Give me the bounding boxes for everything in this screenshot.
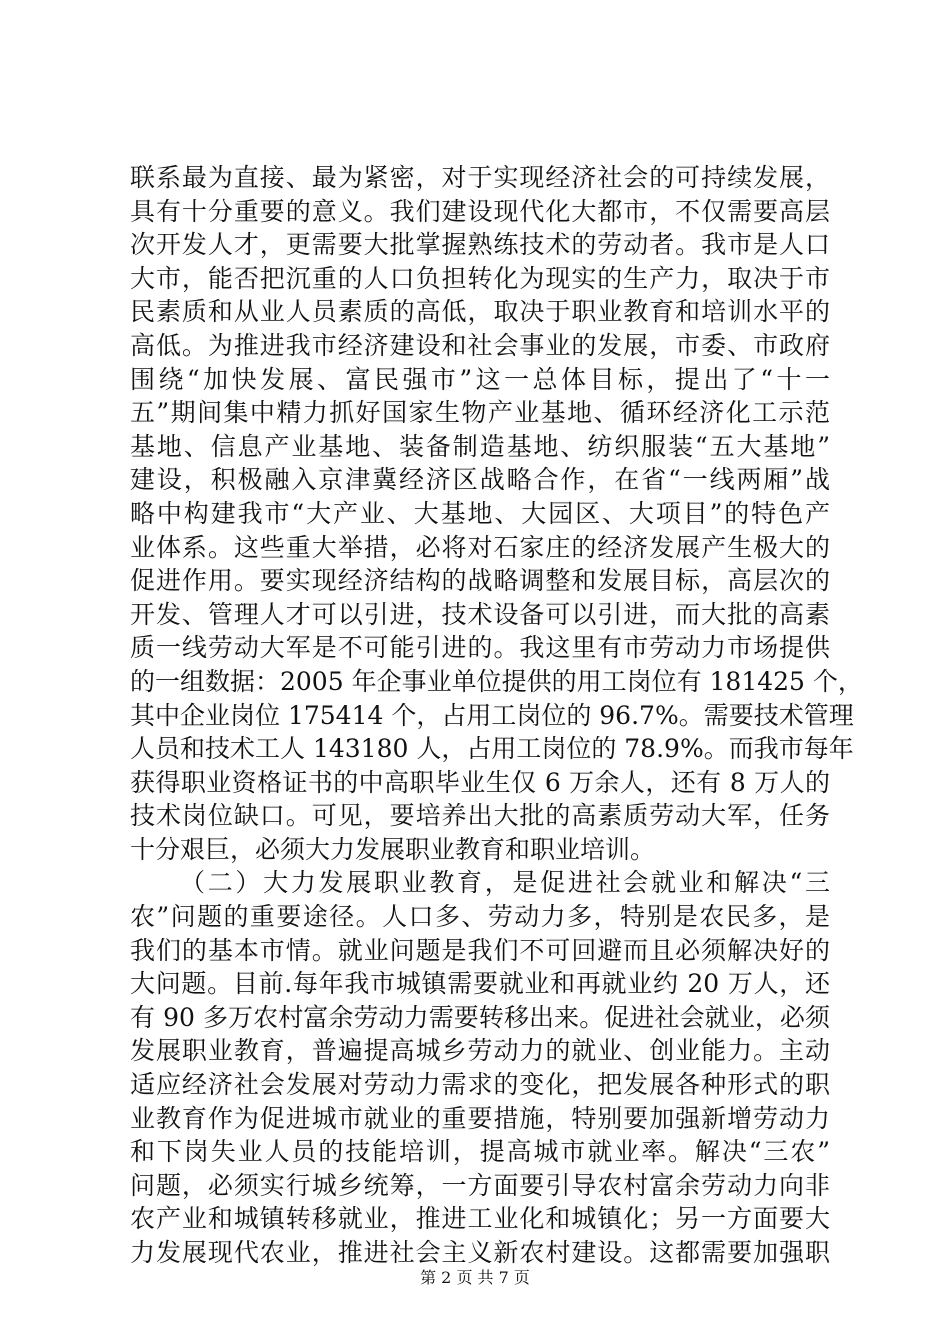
text-line: 业体系。这些重大举措，必将对石家庄的经济发展产生极大的: [130, 532, 830, 562]
text-line: 略中构建我市“大产业、大基地、大园区、大项目”的特色产: [130, 498, 830, 528]
text-line: 开发、管理人才可以引进，技术设备可以引进，而大批的高素: [130, 599, 830, 629]
page-number-footer: 第 2 页 共 7 页: [420, 1268, 530, 1287]
text-line: 发展职业教育，普遍提高城乡劳动力的就业、创业能力。主动: [130, 1036, 830, 1066]
text-line: 高低。为推进我市经济建设和社会事业的发展，市委、市政府: [130, 330, 830, 360]
text-line: 民素质和从业人员素质的高低，取决于职业教育和培训水平的: [130, 297, 830, 327]
text-line: 获得职业资格证书的中高职毕业生仅 6 万余人，还有 8 万人的: [130, 767, 830, 797]
text-line: 力发展现代农业，推进社会主义新农村建设。这都需要加强职: [130, 1238, 830, 1267]
text-line: 农产业和城镇转移就业，推进工业化和城镇化；另一方面要大: [130, 1204, 830, 1234]
text-line: 的一组数据：2005 年企事业单位提供的用工岗位有 181425 个，: [130, 666, 863, 696]
text-line: 具有十分重要的意义。我们建设现代化大都市，不仅需要高层: [130, 196, 830, 226]
text-line: 基地、信息产业基地、装备制造基地、纺织服装“五大基地”: [130, 431, 830, 461]
paragraph-end-line: 十分艰巨，必须大力发展职业教育和职业培训。: [130, 834, 656, 864]
text-line: 其中企业岗位 175414 个，占用工岗位的 96.7%。需要技术管理: [130, 700, 854, 730]
text-line: 农”问题的重要途径。人口多、劳动力多，特别是农民多，是: [130, 902, 830, 932]
text-line: 次开发人才，更需要大批掌握熟练技术的劳动者。我市是人口: [130, 230, 830, 260]
text-line: 大市，能否把沉重的人口负担转化为现实的生产力，取决于市: [130, 263, 830, 293]
text-line: 围绕“加快发展、富民强市”这一总体目标，提出了“十一: [130, 364, 830, 394]
text-line: 建设，积极融入京津冀经济区战略合作，在省“一线两厢”战: [130, 465, 830, 495]
text-line: 问题，必须实行城乡统筹，一方面要引导农村富余劳动力向非: [130, 1170, 830, 1200]
text-line: 质一线劳动大军是不可能引进的。我这里有市劳动力市场提供: [130, 633, 830, 663]
text-line: 有 90 多万农村富余劳动力需要转移出来。促进社会就业，必须: [130, 1002, 830, 1032]
body-text: [130, 161, 863, 1270]
text-line: 技术岗位缺口。可见，要培养出大批的高素质劳动大军，任务: [130, 801, 830, 831]
text-line: 大问题。目前.每年我市城镇需要就业和再就业约 20 万人，还: [130, 969, 830, 999]
text-line: 人员和技术工人 143180 人，占用工岗位的 78.9%。而我市每年: [130, 734, 854, 764]
text-line: 联系最为直接、最为紧密，对于实现经济社会的可持续发展，: [130, 163, 830, 192]
text-line: 我们的基本市情。就业问题是我们不可回避而且必须解决好的: [130, 935, 830, 965]
text-line: 五”期间集中精力抓好国家生物产业基地、循环经济化工示范: [130, 398, 830, 428]
text-line: 和下岗失业人员的技能培训，提高城市就业率。解决“三农”: [130, 1137, 830, 1167]
text-line: 促进作用。要实现经济结构的战略调整和发展目标，高层次的: [130, 566, 830, 596]
text-line: 业教育作为促进城市就业的重要措施，特别要加强新增劳动力: [130, 1103, 830, 1133]
paragraph-start-line: （二）大力发展职业教育，是促进社会就业和解决“三: [180, 868, 830, 898]
text-line: 适应经济社会发展对劳动力需求的变化，把发展各种形式的职: [130, 1070, 830, 1100]
